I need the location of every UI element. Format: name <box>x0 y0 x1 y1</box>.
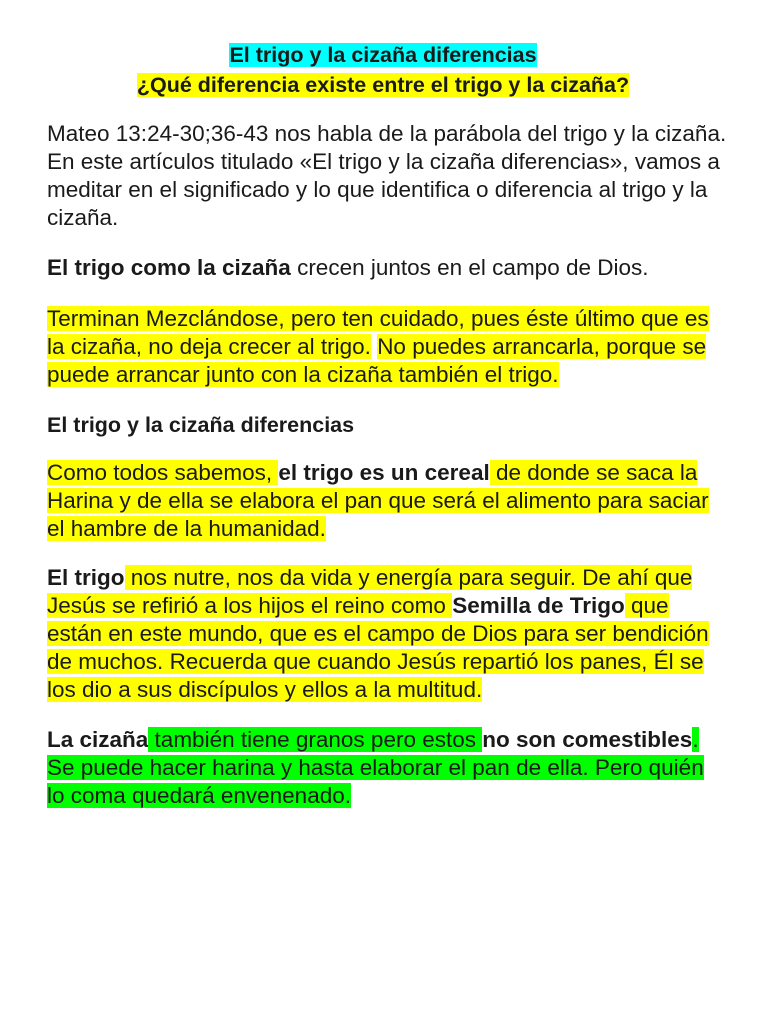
nutre-bold-2: Semilla de Trigo <box>452 593 625 618</box>
cizana-a: también tiene granos pero estos <box>148 727 483 752</box>
nutre-a: nos nutre, nos da vida y energía para seguir. De ahí que Jesús se refirió a los hijos el reino como <box>47 565 693 618</box>
section-heading: El trigo y la cizaña diferencias <box>47 413 355 437</box>
cereal-paragraph <box>47 459 727 543</box>
nutre-paragraph <box>47 564 727 704</box>
document-page <box>47 40 727 810</box>
grow-paragraph <box>47 254 727 282</box>
mix-part-1: Terminan Mezclándose, pero ten cuidado, pues éste último que es la cizaña, no deja crecer al trigo. <box>47 306 709 359</box>
nutre-b: que están en este mundo, que es el campo de Dios para ser bendición de muchos. Recuerda que cuando Jesús repartió los panes, Él se los dio a sus discípulos y ellos a la multitud. <box>47 593 709 702</box>
title-main: El trigo y la cizaña diferencias <box>229 43 537 67</box>
document-title-block <box>39 40 727 100</box>
cizana-bold-1: La cizaña <box>47 727 149 752</box>
mix-part-2: No puedes arrancarla, porque se puede arrancar junto con la cizaña también el trigo. <box>47 334 707 387</box>
nutre-bold-1: El trigo <box>47 565 125 590</box>
cizana-bold-2: no son comestibles <box>482 727 693 752</box>
grow-bold: El trigo como la cizaña <box>47 255 291 280</box>
grow-rest: crecen juntos en el campo de Dios. <box>290 255 649 280</box>
cereal-bold: el trigo es un cereal <box>278 460 490 485</box>
intro-paragraph: Mateo 13:24-30;36-43 nos habla de la parábola del trigo y la cizaña. En este artículos titulado «El trigo y la cizaña diferencias», vamos a meditar en el significado y lo que identifica o diferencia al trigo y la cizaña. <box>47 121 727 230</box>
title-line-1 <box>39 40 727 70</box>
cereal-a: Como todos sabemos, <box>47 460 279 485</box>
mix-paragraph <box>47 305 727 389</box>
cereal-b: de donde se saca la Harina y de ella se elabora el pan que será el alimento para saciar el hambre de la humanidad. <box>47 460 709 541</box>
cizana-paragraph <box>47 726 727 810</box>
title-question: ¿Qué diferencia existe entre el trigo y la cizaña? <box>136 73 630 97</box>
title-line-2 <box>39 70 727 100</box>
cizana-b: . Se puede hacer harina y hasta elaborar el pan de ella. Pero quién lo coma quedará envenenado. <box>47 727 704 808</box>
